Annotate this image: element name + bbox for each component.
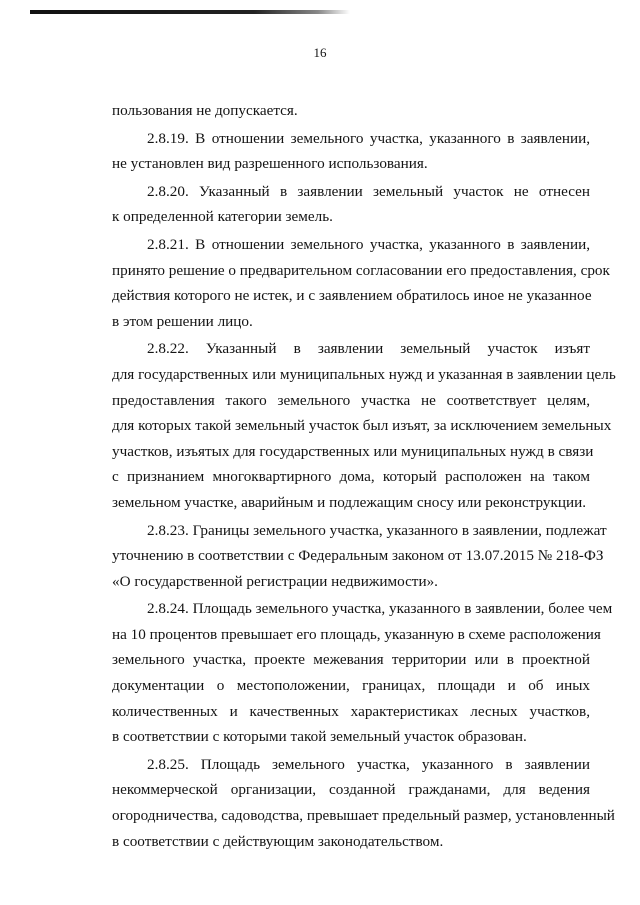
text-line: для которых такой земельный участок был изъят, за исключением земельных [112, 417, 612, 435]
text-line: количественных и качественных характеристиках лесных участков, [112, 702, 590, 720]
text-line: в этом решении лицо. [112, 312, 253, 330]
text-line: в соответствии с действующим законодательством. [112, 832, 444, 850]
text-line: пользования не допускается. [112, 102, 298, 119]
text-line: участков, изъятых для государственных или муниципальных нужд в связи [112, 442, 594, 460]
page-number: 16 [313, 45, 327, 60]
text-line: на 10 процентов превышает его площадь, указанную в схеме расположения [112, 625, 601, 643]
paragraph-first-line: 2.8.20. Указанный в заявлении земельный участок не отнесен [147, 182, 590, 200]
paragraph-first-line: 2.8.24. Площадь земельного участка, указанного в заявлении, более чем [147, 600, 613, 618]
text-line: с признанием многоквартирного дома, который расположен на таком [112, 468, 590, 486]
paragraph-first-line: 2.8.21. В отношении земельного участка, указанного в заявлении, [147, 235, 590, 253]
text-line: «О государственной регистрации недвижимости». [112, 572, 438, 590]
text-line: огородничества, садоводства, превышает предельный размер, установленный [112, 807, 615, 825]
text-line: не установлен вид разрешенного использования. [112, 155, 428, 173]
text-line: некоммерческой организации, созданной гражданами, для ведения [112, 781, 590, 799]
text-line: уточнению в соответствии с Федеральным законом от 13.07.2015 № 218-ФЗ [112, 547, 604, 565]
paragraph-first-line: 2.8.25. Площадь земельного участка, указанного в заявлении [147, 755, 590, 773]
text-line: в соответствии с которыми такой земельный участок образован. [112, 728, 527, 746]
paragraph-first-line: 2.8.19. В отношении земельного участка, указанного в заявлении, [147, 129, 590, 147]
paragraph-first-line: 2.8.22. Указанный в заявлении земельный участок изъят [147, 340, 590, 358]
text-line: к определенной категории земель. [112, 208, 333, 226]
scan-edge-line [30, 10, 350, 14]
text-line: принято решение о предварительном согласовании его предоставления, срок [112, 261, 610, 279]
document-body [112, 98, 616, 854]
text-line: предоставления такого земельного участка не соответствует целям, [112, 391, 590, 409]
text-line: земельного участка, проекте межевания территории или в проектной [112, 651, 590, 669]
text-line: документации о местоположении, границах, площади и об иных [112, 677, 590, 695]
text-line: действия которого не истек, и с заявлением обратилось иное не указанное [112, 287, 592, 305]
text-line: для государственных или муниципальных нужд и указанная в заявлении цель [112, 365, 616, 383]
paragraph-first-line: 2.8.23. Границы земельного участка, указанного в заявлении, подлежат [147, 521, 607, 539]
text-line: земельном участке, аварийным и подлежащим сносу или реконструкции. [112, 493, 587, 511]
